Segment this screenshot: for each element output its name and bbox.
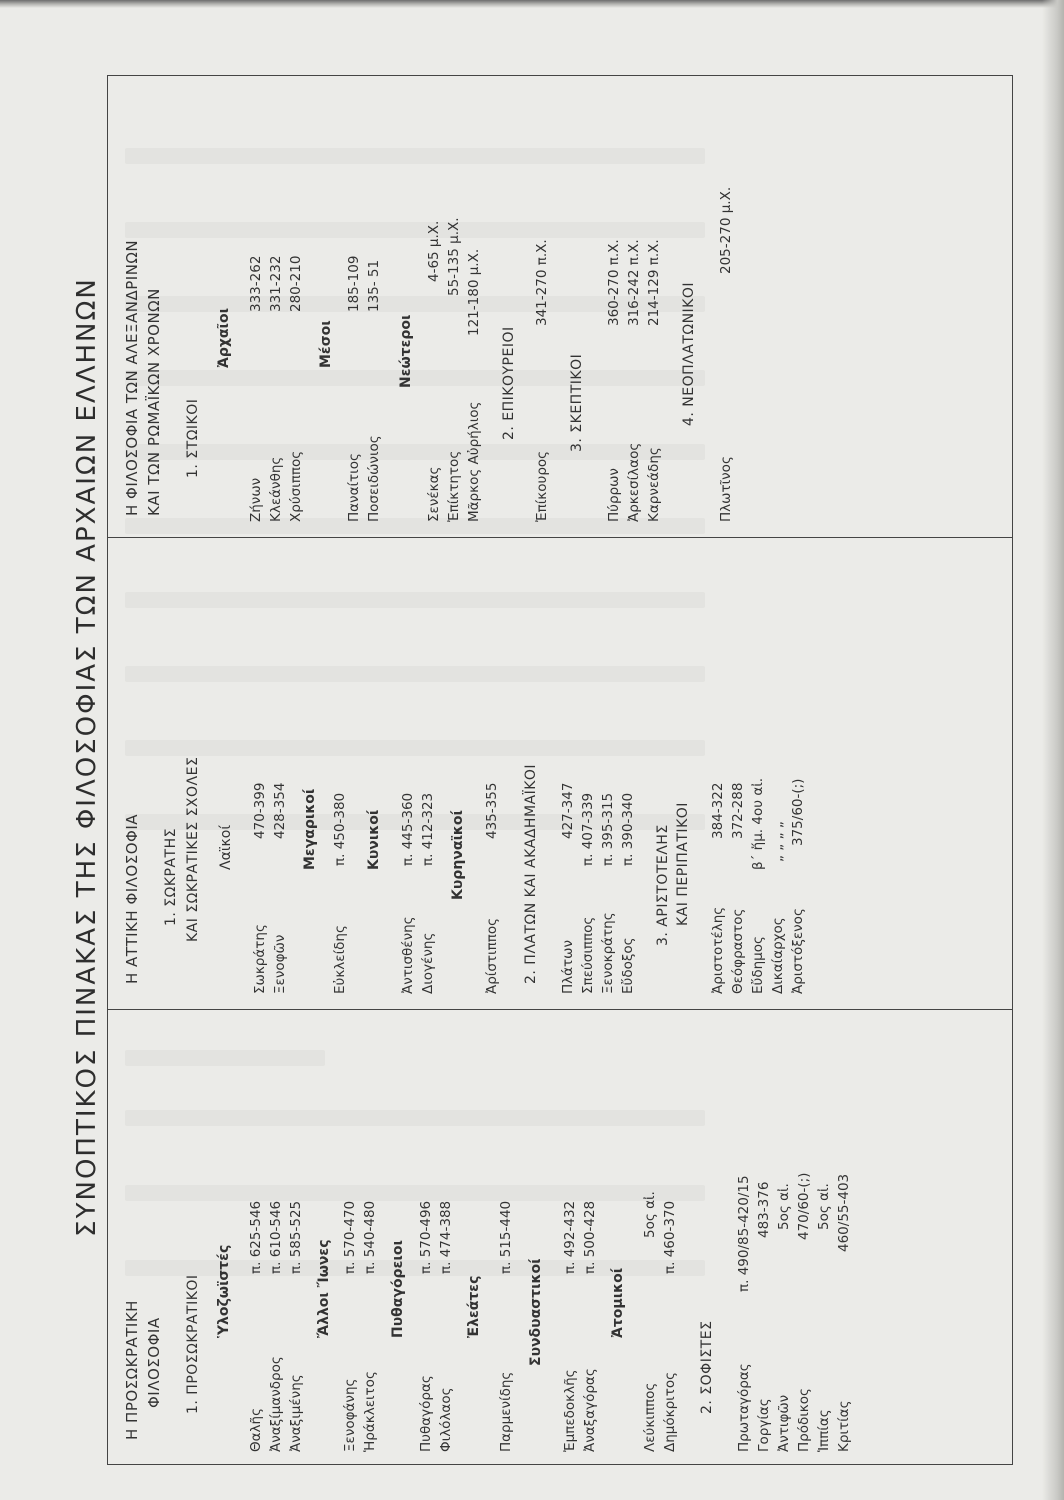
- philosopher-dates: 360-270 π.Χ.: [606, 239, 622, 326]
- philosopher-dates: 341-270 π.Χ.: [534, 239, 550, 326]
- group-heading: Μεγαρικοί: [302, 788, 318, 870]
- section-heading: 2. ΣΟΦΙΣΤΕΣ: [699, 1320, 715, 1414]
- table-row: [640, 1032, 660, 1452]
- page-title: ΣΥΝΟΠΤΙΚΟΣ ΠΙΝΑΚΑΣ ΤΗΣ ΦΙΛΟΣΟΦΙΑΣ ΤΩΝ ΑΡΧΑΙΩΝ ΕΛΛΗΝΩΝ: [72, 277, 102, 1237]
- philosopher-name: Ἀριστοτέλης: [710, 906, 726, 994]
- table-row: [532, 82, 552, 522]
- philosopher-name: Θεόφραστος: [730, 908, 746, 994]
- column-alexandrian-roman: [108, 74, 1014, 538]
- philosopher-dates: π. 395-315: [600, 792, 616, 866]
- philosopher-dates: π. 570-470: [342, 1200, 358, 1274]
- philosopher-dates: π. 500-428: [582, 1200, 598, 1274]
- table-row: [266, 1032, 286, 1452]
- table-row: [330, 554, 350, 994]
- philosopher-name: Πλάτων: [560, 939, 576, 994]
- philosopher-name: Μᾶρκος Αὐρήλιος: [466, 401, 482, 522]
- column-heading: Η ΦΙΛΟΣΟΦΙΑ ΤΩΝ ΑΛΕΞΑΝΔΡΙΝΩΝ: [123, 239, 141, 516]
- group-heading: Λαϊκοί: [218, 824, 234, 870]
- section-heading: 1. ΣΩΚΡΑΤΗΣ: [163, 828, 179, 926]
- group-heading: Μέσοι: [318, 320, 334, 368]
- philosopher-name: Ζήνων: [248, 477, 264, 522]
- philosopher-dates: 316-242 π.Χ.: [626, 239, 642, 326]
- philosopher-name: Δικαίαρχος: [770, 917, 786, 994]
- philosopher-name: Πύρρων: [606, 468, 622, 522]
- table-row: [728, 554, 748, 994]
- philosopher-name: Σωκράτης: [252, 924, 268, 994]
- table-row: [482, 554, 502, 994]
- group-heading: Κυρηναϊκοί: [450, 810, 466, 900]
- philosopher-name: Δημόκριτος: [662, 1371, 678, 1452]
- group-heading: Συνδυαστικοί: [528, 1258, 544, 1366]
- section-heading: ΚΑΙ ΣΩΚΡΑΤΙΚΕΣ ΣΧΟΛΕΣ: [185, 756, 201, 942]
- table-row: [286, 1032, 306, 1452]
- philosopher-name: Ἀναξιμένης: [288, 1374, 304, 1452]
- table-row: [340, 1032, 360, 1452]
- philosopher-name: Γοργίας: [756, 1398, 772, 1452]
- philosopher-dates: 5ος αἰ.: [776, 1183, 792, 1230]
- philosopher-dates: 4-65 μ.Χ.: [426, 220, 442, 282]
- philosopher-dates: 280-210: [288, 255, 304, 312]
- table-row: [398, 554, 418, 994]
- section-heading: 2. ΠΛΑΤΩΝ ΚΑΙ ΑΚΑΔΗΜΑΪΚΟΙ: [523, 763, 539, 984]
- philosopher-dates: 375/60-(;): [790, 778, 806, 846]
- philosopher-name: Πρόδικος: [796, 1388, 812, 1452]
- group-heading: Ἀτομικοί: [610, 1267, 626, 1338]
- philosopher-name: Ἀριστόξενος: [790, 908, 806, 994]
- philosopher-dates: 121-180 μ.Χ.: [466, 248, 482, 336]
- table-row: [788, 554, 808, 994]
- table-row: [618, 554, 638, 994]
- philosopher-name: Ἱππίας: [816, 1409, 832, 1452]
- philosopher-dates: 214-129 π.Χ.: [646, 239, 662, 326]
- philosopher-name: Εὐκλείδης: [332, 925, 348, 994]
- philosopher-name: Σενέκας: [426, 466, 442, 522]
- philosopher-dates: π. 474-388: [438, 1200, 454, 1274]
- table-row: [598, 554, 618, 994]
- table-row: [344, 82, 364, 522]
- table-row: [580, 1032, 600, 1452]
- philosopher-name: Ἐπίκουρος: [534, 450, 550, 522]
- philosopher-name: Ἀναξίμανδρος: [268, 1356, 284, 1452]
- philosopher-dates: 333-262: [248, 255, 264, 312]
- philosopher-name: Ἀρκεσίλαος: [626, 442, 642, 522]
- table-row: [708, 554, 728, 994]
- philosopher-name: Ποσειδώνιος: [366, 435, 382, 522]
- philosopher-dates: 470-399: [252, 782, 268, 839]
- table-row: [834, 1032, 854, 1452]
- philosopher-name: Λεύκιππος: [642, 1382, 658, 1452]
- group-heading: Ἀρχαῖοι: [216, 307, 232, 368]
- column-heading: ΦΙΛΟΣΟΦΙΑ: [145, 1317, 163, 1408]
- section-heading: 3. ΑΡΙΣΤΟΤΕΛΗΣ: [655, 824, 671, 946]
- scan-edge-right: [1042, 0, 1064, 1500]
- philosopher-dates: 460/55-403: [836, 1173, 852, 1252]
- philosopher-dates: π. 540-480: [362, 1200, 378, 1274]
- philosopher-name: Ἀναξαγόρας: [582, 1368, 598, 1452]
- philosopher-dates: π. 450-380: [332, 792, 348, 866]
- philosopher-name: Παναίτιος: [346, 453, 362, 522]
- philosopher-name: Θαλῆς: [248, 1408, 264, 1452]
- section-heading: 1. ΣΤΩΙΚΟΙ: [185, 398, 201, 478]
- column-heading: ΚΑΙ ΤΩΝ ΡΩΜΑΪΚΩΝ ΧΡΟΝΩΝ: [145, 288, 163, 516]
- table-row: [716, 82, 736, 522]
- section-heading: 1. ΠΡΟΣΩΚΡΑΤΙΚΟΙ: [185, 1274, 201, 1414]
- table-row: [250, 554, 270, 994]
- philosopher-dates: 435-355: [484, 782, 500, 839]
- group-heading: Νεώτεροι: [398, 314, 414, 388]
- table-row: [496, 1032, 516, 1452]
- column-attic: [108, 538, 1014, 1010]
- philosopher-name: Πλωτῖνος: [718, 456, 734, 522]
- table-row: [814, 1032, 834, 1452]
- table-row: [464, 82, 484, 522]
- philosopher-name: Παρμενίδης: [498, 1371, 514, 1452]
- philosopher-dates: π. 585-525: [288, 1200, 304, 1274]
- philosopher-dates: „ „ „ „: [770, 821, 786, 862]
- table-row: [578, 554, 598, 994]
- group-heading: Ὑλοζωϊστές: [216, 1244, 232, 1338]
- table-row: [794, 1032, 814, 1452]
- table-row: [768, 554, 788, 994]
- philosopher-name: Ἡράκλειτος: [362, 1371, 378, 1452]
- philosopher-name: Κλεάνθης: [268, 456, 284, 522]
- table-row: [444, 82, 464, 522]
- philosopher-dates: 428-354: [272, 782, 288, 839]
- philosopher-dates: 135- 51: [366, 259, 382, 312]
- table-row: [624, 82, 644, 522]
- philosopher-name: Σπεύσιππος: [580, 916, 596, 994]
- philosopher-dates: 331-232: [268, 255, 284, 312]
- philosopher-dates: 483-376: [756, 1181, 772, 1238]
- philosopher-name: Ξενοκράτης: [600, 912, 616, 994]
- philosopher-name: Πρωταγόρας: [736, 1363, 752, 1452]
- philosopher-dates: π. 407-339: [580, 792, 596, 866]
- philosopher-dates: π. 570-496: [418, 1200, 434, 1274]
- table-row: [604, 82, 624, 522]
- philosopher-name: Κριτίας: [836, 1400, 852, 1452]
- table-row: [246, 82, 266, 522]
- synopsis-table: [107, 75, 1013, 1465]
- table-row: [754, 1032, 774, 1452]
- section-heading: ΚΑΙ ΠΕΡΙΠΑΤΙΚΟΙ: [675, 802, 691, 926]
- philosopher-dates: β΄ ἥμ. 4ου αἰ.: [750, 777, 766, 870]
- philosopher-name: Ἀντιφῶν: [776, 1394, 792, 1452]
- table-row: [418, 554, 438, 994]
- table-row: [644, 82, 664, 522]
- table-row: [286, 82, 306, 522]
- philosopher-name: Ἀρίστιππος: [484, 917, 500, 994]
- philosopher-name: Ἀντισθένης: [400, 916, 416, 994]
- philosopher-dates: 470/60-(;): [796, 1172, 812, 1240]
- philosopher-dates: π. 625-546: [248, 1200, 264, 1274]
- philosopher-dates: π. 460-370: [662, 1200, 678, 1274]
- section-heading: 3. ΣΚΕΠΤΙΚΟΙ: [569, 353, 585, 452]
- philosopher-name: Φιλόλαος: [438, 1387, 454, 1452]
- table-row: [416, 1032, 436, 1452]
- group-heading: Ἐλεάτες: [466, 1275, 482, 1338]
- column-heading: Η ΑΤΤΙΚΗ ΦΙΛΟΣΟΦΙΑ: [123, 813, 141, 984]
- philosopher-dates: π. 445-360: [400, 792, 416, 866]
- philosopher-name: Εὔδημος: [750, 936, 766, 994]
- philosopher-name: Πυθαγόρας: [418, 1375, 434, 1452]
- philosopher-dates: π. 515-440: [498, 1200, 514, 1274]
- column-heading: Η ΠΡΟΣΩΚΡΑΤΙΚΗ: [123, 1300, 141, 1440]
- table-row: [748, 554, 768, 994]
- philosopher-dates: 205-270 μ.Χ.: [718, 186, 734, 274]
- table-row: [266, 82, 286, 522]
- philosopher-name: Χρύσιππος: [288, 450, 304, 522]
- table-row: [560, 1032, 580, 1452]
- philosopher-dates: π. 610-546: [268, 1200, 284, 1274]
- group-heading: Κυνικοί: [366, 809, 382, 870]
- philosopher-name: Ξενοφάνης: [342, 1378, 358, 1452]
- philosopher-dates: 384-322: [710, 782, 726, 839]
- philosopher-dates: 5ος αἰ.: [816, 1183, 832, 1230]
- philosopher-name: Ἐπίκτητος: [446, 450, 462, 522]
- philosopher-name: Εὔδοξος: [620, 937, 636, 994]
- table-row: [734, 1032, 754, 1452]
- table-row: [364, 82, 384, 522]
- table-row: [436, 1032, 456, 1452]
- group-heading: Πυθαγόρειοι: [390, 1240, 406, 1338]
- philosopher-dates: 185-109: [346, 255, 362, 312]
- group-heading: Ἄλλοι Ἴωνες: [316, 1239, 332, 1338]
- table-row: [270, 554, 290, 994]
- table-row: [558, 554, 578, 994]
- rotated-page: [70, 39, 1020, 1475]
- philosopher-dates: π. 490/85-420/15: [736, 1175, 752, 1292]
- scan-edge-top: [0, 0, 1064, 8]
- philosopher-name: Ξενοφῶν: [272, 934, 288, 994]
- philosopher-name: Ἐμπεδοκλῆς: [562, 1369, 578, 1452]
- table-row: [424, 82, 444, 522]
- philosopher-name: Διογένης: [420, 932, 436, 994]
- column-presocratic: [108, 1010, 1014, 1464]
- table-row: [660, 1032, 680, 1452]
- section-heading: 2. ΕΠΙΚΟΥΡΕΙΟΙ: [501, 326, 517, 440]
- table-row: [360, 1032, 380, 1452]
- table-row: [774, 1032, 794, 1452]
- philosopher-dates: 55-135 μ.Χ.: [446, 217, 462, 296]
- table-row: [246, 1032, 266, 1452]
- philosopher-name: Καρνεάδης: [646, 447, 662, 522]
- section-heading: 4. ΝΕΟΠΛΑΤΩΝΙΚΟΙ: [681, 281, 697, 426]
- philosopher-dates: 427-347: [560, 782, 576, 839]
- philosopher-dates: 5ος αἰ.: [642, 1191, 658, 1238]
- philosopher-dates: 372-288: [730, 782, 746, 839]
- philosopher-dates: π. 412-323: [420, 792, 436, 866]
- philosopher-dates: π. 492-432: [562, 1200, 578, 1274]
- philosopher-dates: π. 390-340: [620, 792, 636, 866]
